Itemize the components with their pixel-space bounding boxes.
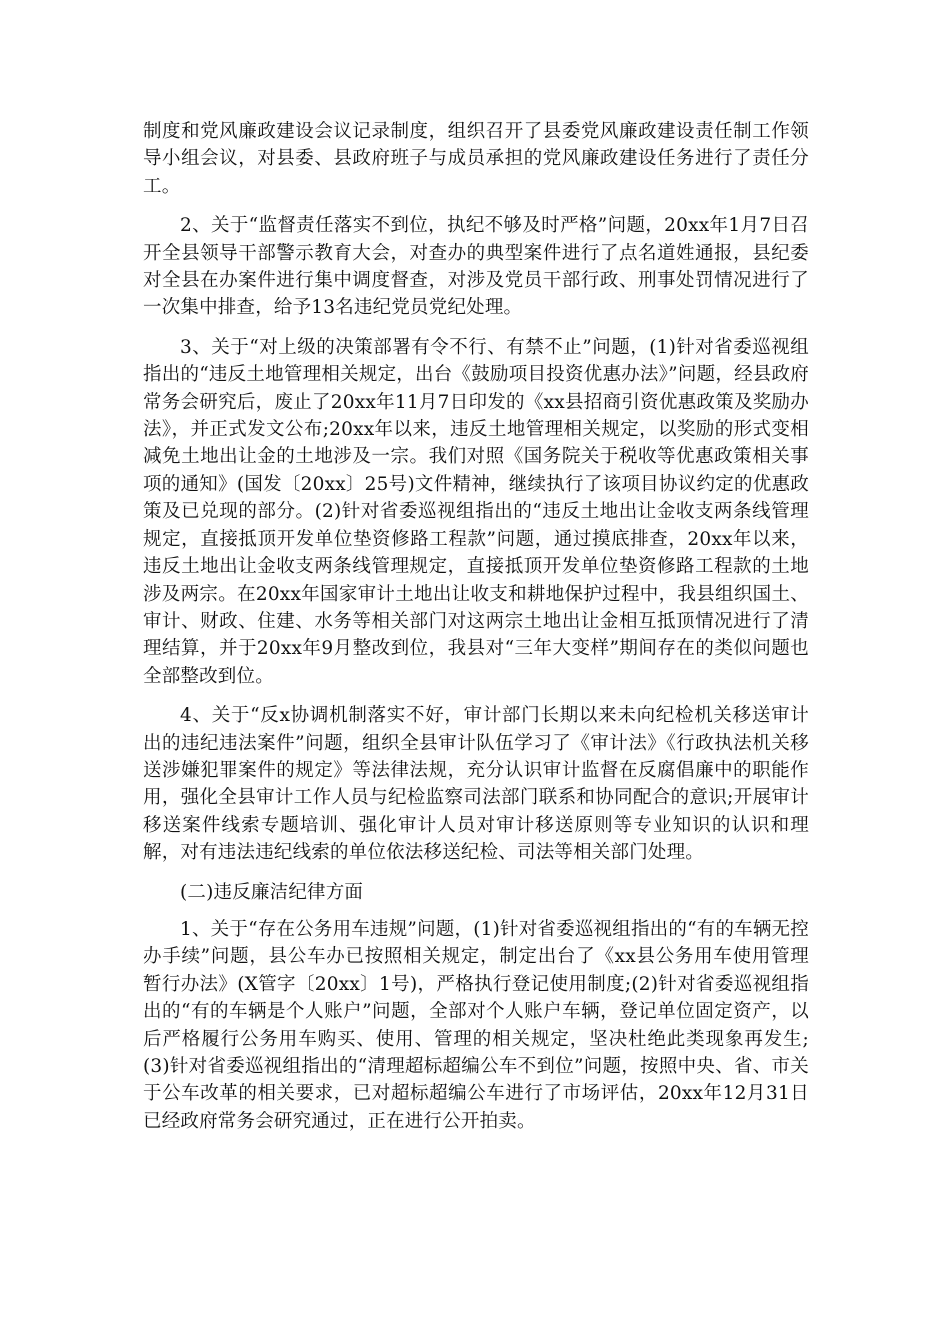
document-page <box>143 118 809 1147</box>
paragraph-item-4: 4、关于“反x协调机制落实不好，审计部门长期以来未向纪检机关移送审计出的违纪违法案件”问题，组织全县审计队伍学习了《审计法》《行政执法机关移送涉嫌犯罪案件的规定》等法律法规，充分认识审计监督在反腐倡廉中的职能作用，强化全县审计工作人员与纪检监察司法部门联系和协同配合的意识;开展审计移送案件线索专题培训、强化审计人员对审计移送原则等专业知识的认识和理解，对有违法违纪线索的单位依法移送纪检、司法等相关部门处理。 <box>143 705 809 864</box>
paragraph-item-3: 3、关于“对上级的决策部署有令不行、有禁不止”问题，(1)针对省委巡视组指出的“违反土地管理相关规定，出台《鼓励项目投资优惠办法》”问题，经县政府常务会研究后，废止了20xx年11月7日印发的《xx县招商引资优惠政策及奖励办法》，并正式发文公布;20xx年以来，违反土地管理相关规定，以奖励的形式变相减免土地出让金的土地涉及一宗。我们对照《国务院关于税收等优惠政策相关事项的通知》(国发〔20xx〕25号)文件精神，继续执行了该项目协议约定的优惠政策及已兑现的部分。(2)针对省委巡视组指出的“违反土地出让金收支两条线管理规定，直接抵顶开发单位垫资修路工程款”问题，通过摸底排查，20xx年以来，违反土地出让金收支两条线管理规定，直接抵顶开发单位垫资修路工程款的土地涉及两宗。在20xx年国家审计土地出让收支和耕地保护过程中，我县组织国土、审计、财政、住建、水务等相关部门对这两宗土地出让金相互抵顶情况进行了清理结算，并于20xx年9月整改到位，我县对“三年大变样”期间存在的类似问题也全部整改到位。 <box>143 336 809 687</box>
paragraph-item-2: 2、关于“监督责任落实不到位，执纪不够及时严格”问题，20xx年1月7日召开全县领导干部警示教育大会，对查办的典型案件进行了点名道姓通报，县纪委对全县在办案件进行集中调度督查，对涉及党员干部行政、刑事处罚情况进行了一次集中排查，给予13名违纪党员党纪处理。 <box>143 215 809 319</box>
paragraph-continuation: 制度和党风廉政建设会议记录制度，组织召开了县委党风廉政建设责任制工作领导小组会议，对县委、县政府班子与成员承担的党风廉政建设任务进行了责任分工。 <box>143 121 809 197</box>
paragraph-section-item-1: 1、关于“存在公务用车违规”问题，(1)针对省委巡视组指出的“有的车辆无控办手续”问题，县公车办已按照相关规定，制定出台了《xx县公务用车使用管理暂行办法》(X管字〔20xx〕1号)，严格执行登记使用制度;(2)针对省委巡视组指出的“有的车辆是个人账户”问题，全部对个人账户车辆，登记单位固定资产，以后严格履行公务用车购买、使用、管理的相关规定，坚决杜绝此类现象再发生;(3)针对省委巡视组指出的“清理超标超编公车不到位”问题，按照中央、省、市关于公车改革的相关要求，已对超标超编公车进行了市场评估，20xx年12月31日已经政府常务会研究通过，正在进行公开拍卖。 <box>143 918 809 1132</box>
section-heading: (二)违反廉洁纪律方面 <box>180 881 364 903</box>
